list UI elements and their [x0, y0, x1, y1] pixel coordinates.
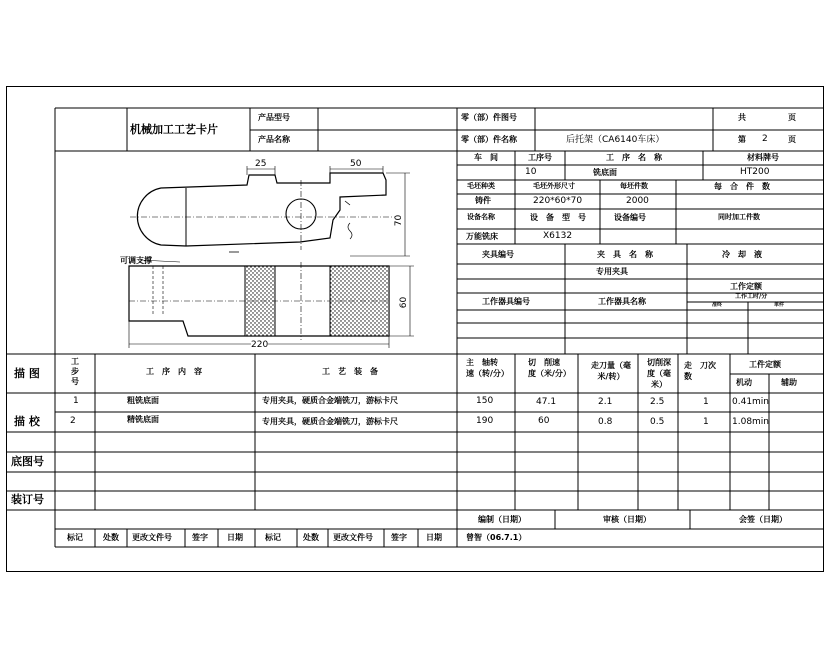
- col-cut-speed: 切 削速 度（米/分）: [528, 358, 571, 378]
- row-content: 精铣底面: [127, 415, 159, 424]
- col-step-content: 工 序 内 容: [146, 367, 202, 376]
- side-label-base-no: 底图号: [11, 455, 44, 468]
- material-value: HT200: [740, 167, 770, 177]
- table-lines: [6, 87, 824, 572]
- side-label-check: 描 校: [14, 415, 40, 428]
- row-depth: 0.5: [650, 417, 665, 427]
- equip-name-label: 设备名称: [467, 213, 495, 221]
- material-label: 材料牌号: [747, 153, 779, 162]
- fixture-name-label: 夹 具 名 称: [597, 250, 653, 259]
- dimension-60: 60: [399, 296, 410, 309]
- mark-label: 标记: [67, 533, 83, 542]
- change-doc-label: 更改文件号: [132, 533, 172, 542]
- equip-no-label: 设备编号: [614, 213, 646, 222]
- row-equipment: 专用夹具，硬质合金端铣刀，游标卡尺: [262, 396, 398, 405]
- equip-model-value: X6132: [543, 231, 573, 241]
- single-label: 单件: [774, 302, 785, 308]
- col-machine: 机动: [736, 378, 752, 387]
- sign-label: 会签（日期）: [739, 515, 787, 524]
- blank-type-label: 毛坯种类: [467, 182, 495, 190]
- prep-label: 准终: [712, 302, 723, 308]
- station-name-label: 工作器具名称: [598, 297, 646, 306]
- side-label-binding-no: 装订号: [11, 493, 44, 506]
- sheet-value: 2: [762, 134, 768, 144]
- total-label: 共: [738, 113, 746, 122]
- review-label: 审核（日期）: [603, 515, 651, 524]
- fixture-name-value: 专用夹具: [596, 267, 628, 276]
- col-step-no: 工步号: [71, 357, 79, 386]
- dimension-25: 25: [255, 159, 267, 169]
- signature-label: 签字: [192, 533, 208, 542]
- col-feed: 走刀量（毫米/转）: [591, 361, 631, 381]
- blank-size-label: 毛坯外形尺寸: [533, 182, 575, 190]
- col-quota: 工件定额: [749, 360, 781, 369]
- blank-type-value: 铸件: [475, 196, 491, 205]
- row-depth: 2.5: [650, 397, 665, 407]
- row-feed: 2.1: [598, 397, 613, 407]
- product-model-label: 产品型号: [258, 113, 290, 122]
- col-spindle-speed: 主 轴转 速（转/分）: [466, 358, 509, 378]
- support-label: 可调支撑: [120, 256, 152, 265]
- page-label: 页: [788, 113, 796, 122]
- op-name-value: 铣底面: [593, 168, 617, 177]
- card-title: 机械加工工艺卡片: [130, 123, 218, 136]
- col-passes: 走 刀次 数: [684, 361, 724, 381]
- blank-size-value: 220*60*70: [533, 196, 583, 206]
- per-unit-label: 每 合 件 数: [714, 182, 770, 191]
- op-name-label: 工 序 名 称: [606, 153, 662, 162]
- row-step: 2: [70, 416, 76, 426]
- row-cut: 60: [538, 416, 550, 426]
- simultaneous-label: 同时加工件数: [718, 213, 760, 221]
- row-feed: 0.8: [598, 417, 613, 427]
- blank-qty-label: 每坯件数: [620, 182, 648, 190]
- side-label-draw: 描 图: [14, 367, 40, 380]
- station-no-label: 工作器具编号: [482, 297, 530, 306]
- coolant-label: 冷 却 液: [722, 250, 762, 259]
- compiler-value: 曾智（06.7.1）: [466, 533, 527, 542]
- time-unit-label: 工作工时/分: [735, 293, 768, 300]
- row-machine: 0.41min: [732, 397, 770, 407]
- op-no-label: 工序号: [528, 153, 552, 162]
- col-depth: 切削深度（毫米）: [647, 358, 671, 389]
- date-label: 日期: [227, 533, 243, 542]
- equip-name-value: 万能铣床: [466, 232, 498, 241]
- row-equipment: 专用夹具，硬质合金端铣刀，游标卡尺: [262, 417, 398, 426]
- equip-model-label: 设 备 型 号: [530, 213, 586, 222]
- sheet-page-label: 页: [788, 135, 796, 144]
- part-drawing-label: 零（部）件图号: [461, 113, 517, 122]
- time-quota-label: 工作定额: [730, 282, 762, 291]
- dimension-220: 220: [251, 340, 269, 350]
- col-aux: 辅助: [781, 378, 797, 387]
- product-name-label: 产品名称: [258, 135, 290, 144]
- row-passes: 1: [703, 397, 709, 407]
- op-no-value: 10: [525, 167, 537, 177]
- change-doc-label-2: 更改文件号: [333, 533, 373, 542]
- fixture-no-label: 夹具编号: [482, 250, 514, 259]
- row-passes: 1: [703, 417, 709, 427]
- row-speed: 150: [476, 396, 494, 406]
- blank-qty-value: 2000: [626, 196, 649, 206]
- row-machine: 1.08min: [732, 417, 770, 427]
- dimension-50: 50: [350, 159, 362, 169]
- part-name-value: 后托架（CA6140车床）: [566, 135, 665, 145]
- part-name-label: 零（部）件名称: [461, 135, 517, 144]
- row-cut: 47.1: [536, 397, 557, 407]
- row-content: 粗铣底面: [127, 396, 159, 405]
- row-step: 1: [73, 396, 79, 406]
- date-label-2: 日期: [426, 533, 442, 542]
- place-label: 处数: [103, 533, 119, 542]
- workshop-label: 车 间: [474, 153, 498, 162]
- place-label-2: 处数: [303, 533, 319, 542]
- part-drawing: [129, 166, 414, 348]
- col-equipment: 工 艺 装 备: [322, 367, 378, 376]
- compile-label: 编制（日期）: [478, 515, 526, 524]
- dimension-70: 70: [394, 214, 405, 227]
- mark-label-2: 标记: [265, 533, 281, 542]
- row-speed: 190: [476, 416, 494, 426]
- sheet-label: 第: [738, 135, 746, 144]
- signature-label-2: 签字: [391, 533, 407, 542]
